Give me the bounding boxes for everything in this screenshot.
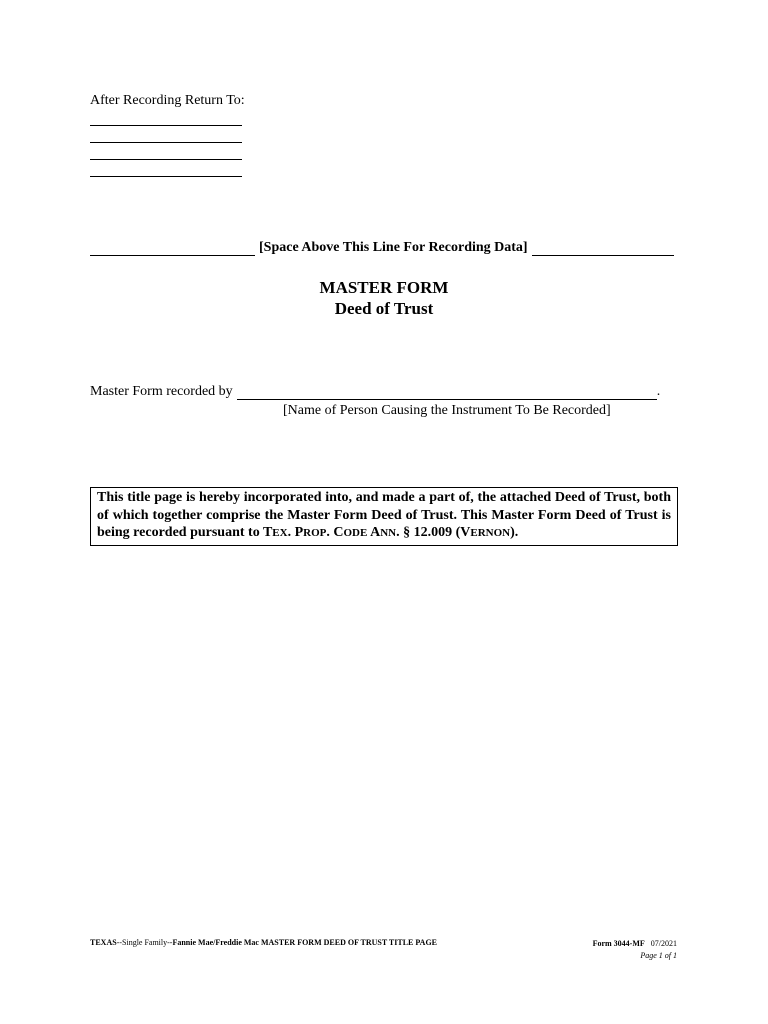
return-to-line-2 (90, 126, 242, 143)
cite-c: . C (326, 525, 344, 540)
footer-form-title (90, 938, 437, 947)
recording-data-label: [Space Above This Line For Recording Data] (259, 240, 528, 255)
separator-line-left (90, 241, 255, 256)
title-deed-of-trust: Deed of Trust (334, 299, 434, 318)
cite-section: . § 12.009 (396, 525, 453, 540)
footer-state: TEXAS (90, 938, 117, 947)
return-to-line-4 (90, 160, 242, 177)
cite-close: ). (510, 525, 519, 540)
cite-ernon: ERNON (470, 527, 511, 539)
recorded-by-field (90, 384, 680, 400)
footer-form-number: Form 3044-MF (592, 939, 645, 948)
return-to-line-3 (90, 143, 242, 160)
document-title (0, 277, 768, 319)
return-to-block (90, 92, 245, 177)
footer-form-date: 07/2021 (650, 939, 677, 948)
cite-open: (V (452, 525, 471, 540)
cite-nn: NN (380, 527, 397, 539)
recorded-by-label: Master Form recorded by (90, 384, 233, 399)
recording-data-separator (90, 240, 674, 256)
footer-title: Fannie Mae/Freddie Mac MASTER FORM DEED OF TRUST TITLE PAGE (172, 938, 437, 947)
footer-page-number: Page 1 of 1 (640, 951, 677, 960)
cite-ode: ODE (343, 527, 368, 539)
footer-form-info (593, 938, 677, 962)
return-to-label: After Recording Return To: (90, 93, 245, 108)
return-to-line-1 (90, 109, 242, 126)
notice-text: This title page is hereby incorporated into, and made a part of, the attached Deed of Trust, both of which together comprise the Master Form Deed of Trust. This Master Form Deed of Trust is being recorded pursuant to (97, 490, 671, 540)
cite-ex: EX (272, 527, 288, 539)
recorded-by-blank (237, 385, 657, 400)
footer-family: --Single Family-- (116, 938, 173, 947)
cite-rop: ROP (303, 527, 327, 539)
recorded-by-period: . (656, 384, 661, 399)
cite-t: T (262, 525, 273, 540)
incorporation-notice-box (90, 487, 678, 546)
cite-p: . P (287, 525, 304, 540)
cite-a: A (367, 525, 381, 540)
title-master-form: MASTER FORM (319, 278, 449, 297)
recorded-by-caption: [Name of Person Causing the Instrument To Be Recorded] (283, 403, 611, 418)
separator-line-right (532, 241, 674, 256)
